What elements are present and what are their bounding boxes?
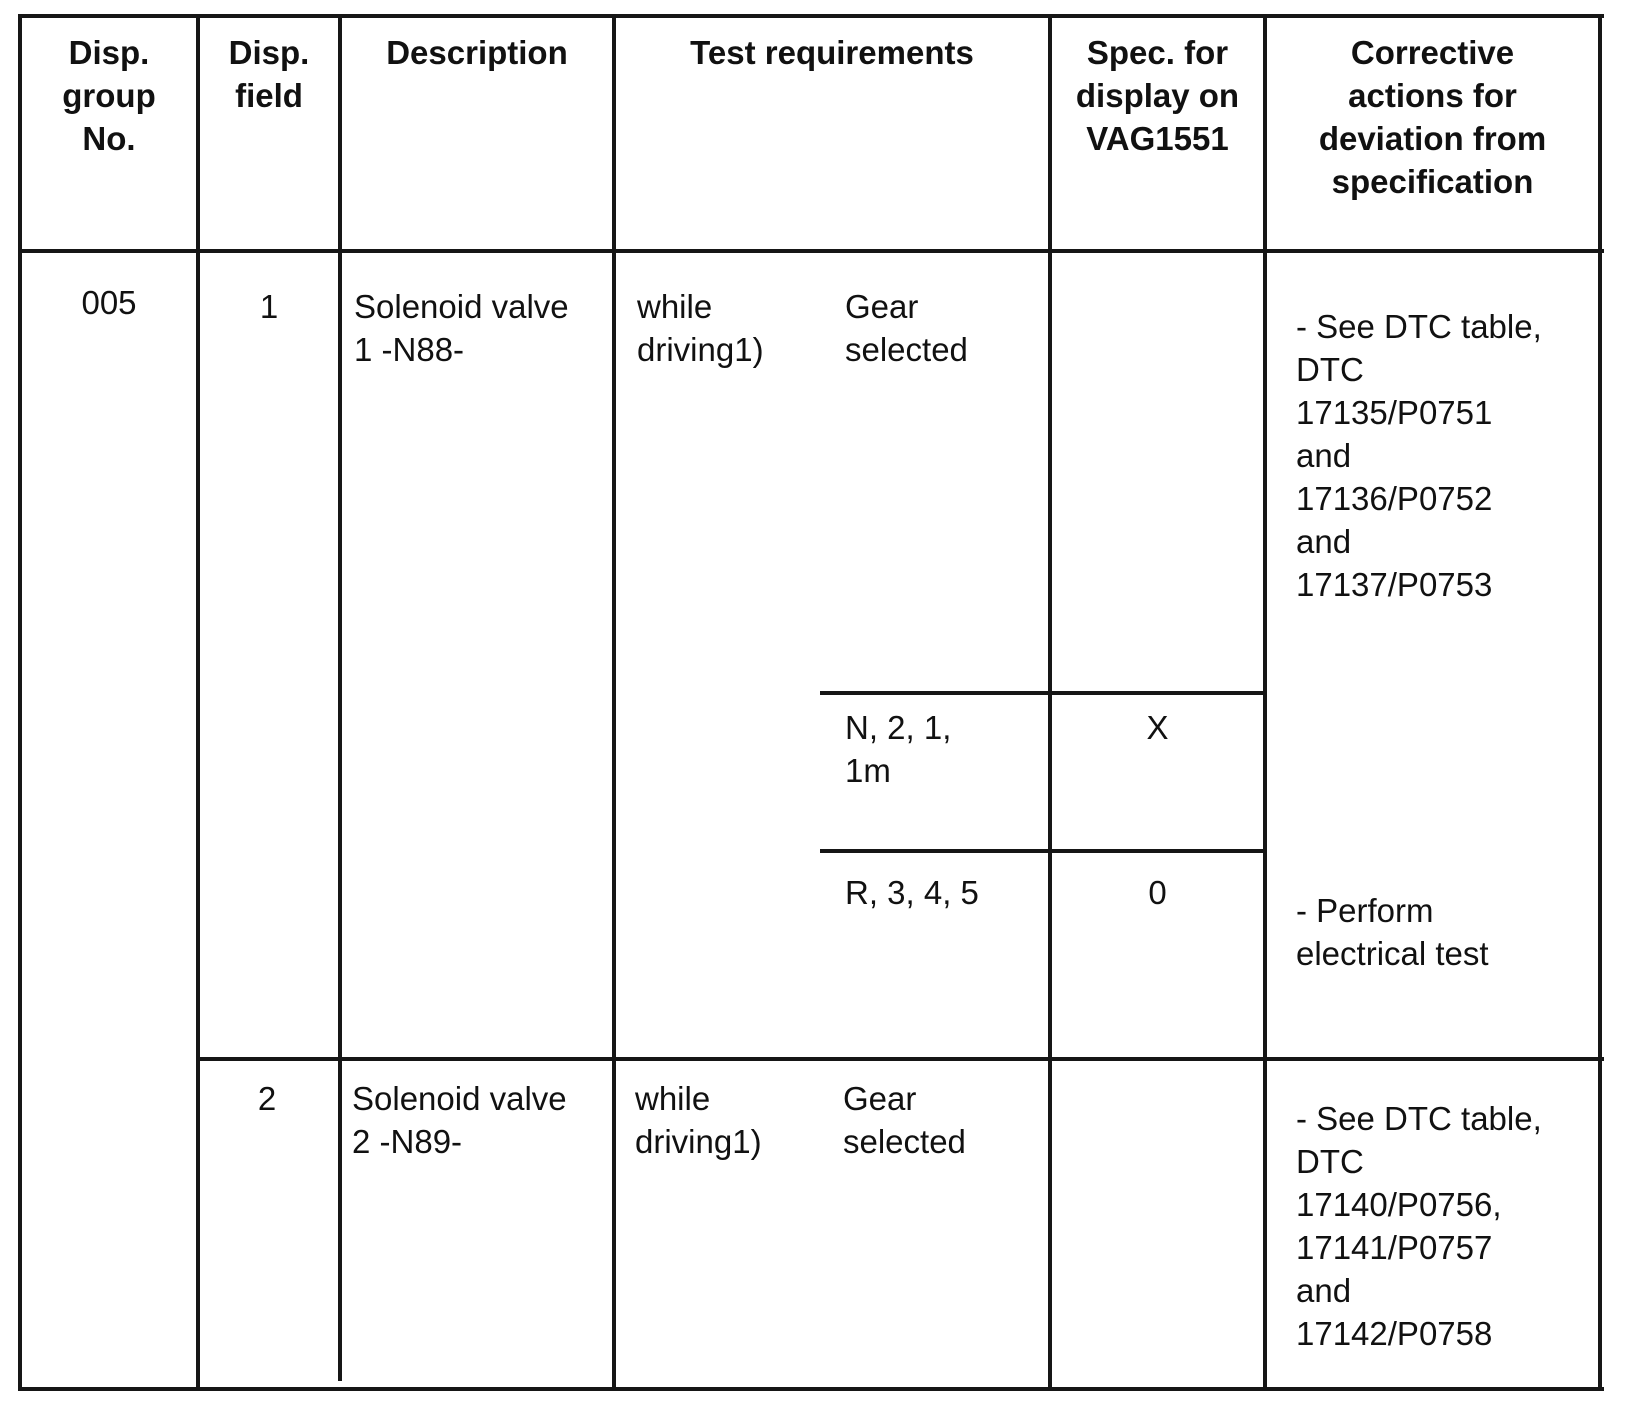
column-divider xyxy=(338,14,342,1381)
column-divider xyxy=(612,14,616,1391)
column-divider xyxy=(1263,14,1267,1391)
gear-selected-label: Gear selected xyxy=(843,1080,966,1160)
table-right-border xyxy=(1598,14,1602,1391)
spec-value: X xyxy=(1146,709,1169,746)
header-test-requirements: Test requirements xyxy=(690,34,974,71)
table-bottom-border xyxy=(18,1387,1604,1391)
gear-selected-label: Gear selected xyxy=(845,288,968,368)
group-number: 005 xyxy=(81,284,137,321)
gear-list: N, 2, 1, 1m xyxy=(845,709,952,789)
gear-list: R, 3, 4, 5 xyxy=(845,874,979,911)
field-number: 1 xyxy=(259,288,279,325)
column-divider xyxy=(196,14,200,1391)
header-bottom-border xyxy=(18,249,1604,253)
header-corrective: Corrective actions for deviation from specification xyxy=(1318,34,1547,200)
header-spec: Spec. for display on VAG1551 xyxy=(1075,34,1240,157)
description-text: Solenoid valve 2 -N89- xyxy=(352,1080,567,1160)
description-text: Solenoid valve 1 -N88- xyxy=(354,288,569,368)
sub-row-divider xyxy=(820,691,1267,695)
row-divider xyxy=(197,1057,1604,1061)
field-number: 2 xyxy=(257,1080,277,1117)
header-description: Description xyxy=(386,34,568,71)
corrective-action: - See DTC table, DTC 17135/P0751 and 17136/P0752 and 17137/P0753 xyxy=(1296,308,1542,603)
spec-value: 0 xyxy=(1148,874,1167,911)
column-divider xyxy=(1048,14,1052,1391)
table-top-border xyxy=(18,14,1604,18)
corrective-action: - Perform electrical test xyxy=(1296,892,1489,972)
test-condition: while driving1) xyxy=(635,1080,762,1160)
corrective-action: - See DTC table, DTC 17140/P0756, 17141/P0757 and 17142/P0758 xyxy=(1296,1100,1542,1352)
test-condition: while driving1) xyxy=(637,288,764,368)
table-left-border xyxy=(18,14,22,1391)
sub-row-divider xyxy=(820,849,1267,853)
header-group-no: Disp. group No. xyxy=(62,34,156,157)
header-field: Disp. field xyxy=(228,34,310,114)
